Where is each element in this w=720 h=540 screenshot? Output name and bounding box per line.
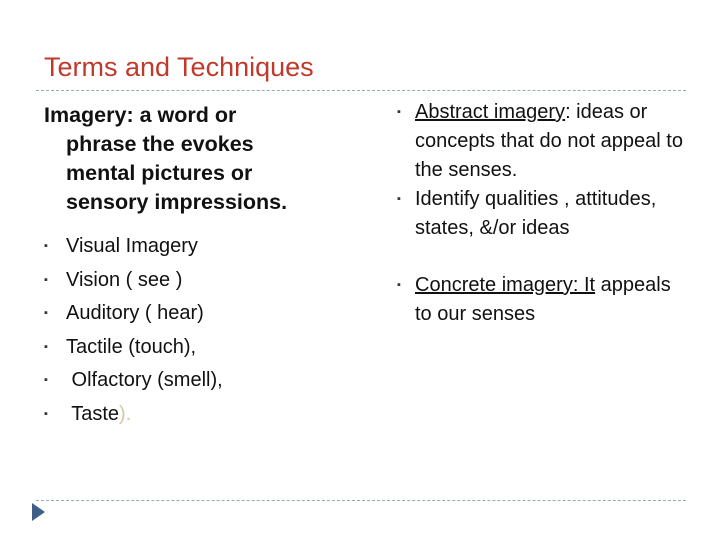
square-bullet-icon: ▪: [44, 240, 48, 252]
arrow-right-icon: [32, 503, 45, 521]
list-item-label: Taste: [66, 402, 119, 425]
square-bullet-icon: ▪: [44, 273, 48, 286]
list-item: [44, 230, 223, 264]
list-item-trailing: ).: [119, 402, 132, 425]
definition-line: Imagery: a word or: [44, 103, 237, 127]
list-item: [397, 271, 687, 329]
definition-line: phrase the evokes: [66, 132, 254, 156]
list-item: [44, 331, 223, 365]
square-bullet-icon: ▪: [397, 106, 401, 118]
imagery-kinds-list: [397, 98, 687, 329]
square-bullet-icon: ▪: [397, 193, 401, 205]
square-bullet-icon: ▪: [397, 279, 401, 291]
square-bullet-icon: ▪: [44, 407, 48, 420]
imagery-definition: [44, 101, 366, 217]
list-item-label: Olfactory (smell),: [66, 369, 223, 392]
list-item: [44, 398, 223, 432]
square-bullet-icon: ▪: [44, 374, 48, 387]
footer-divider: [36, 500, 686, 501]
list-item-label: Vision ( see ): [66, 268, 183, 291]
term-description: : ideas or concepts that do not appeal to the senses.: [415, 101, 683, 181]
term-description: appeals to our senses: [415, 274, 671, 325]
square-bullet-icon: ▪: [44, 340, 48, 353]
list-item-label: Visual Imagery: [66, 235, 198, 257]
list-item: [44, 297, 223, 331]
list-item: [397, 98, 687, 185]
list-item-label: Auditory ( hear): [66, 302, 204, 325]
title-divider: [36, 90, 686, 91]
list-item-label: Tactile (touch),: [66, 335, 197, 358]
definition-line: mental pictures or: [66, 161, 253, 185]
term-concrete-imagery: Concrete imagery: It: [415, 274, 596, 296]
definition-line: sensory impressions.: [66, 190, 288, 214]
imagery-types-list: [44, 230, 223, 432]
slide-title: Terms and Techniques: [44, 52, 314, 82]
square-bullet-icon: ▪: [44, 307, 48, 320]
term-abstract-imagery: Abstract imagery: [415, 101, 566, 123]
list-item: [44, 364, 223, 398]
list-item: [397, 185, 687, 243]
list-item: [44, 264, 223, 298]
term-description: Identify qualities , attitudes, states, &/or ideas: [415, 188, 657, 239]
